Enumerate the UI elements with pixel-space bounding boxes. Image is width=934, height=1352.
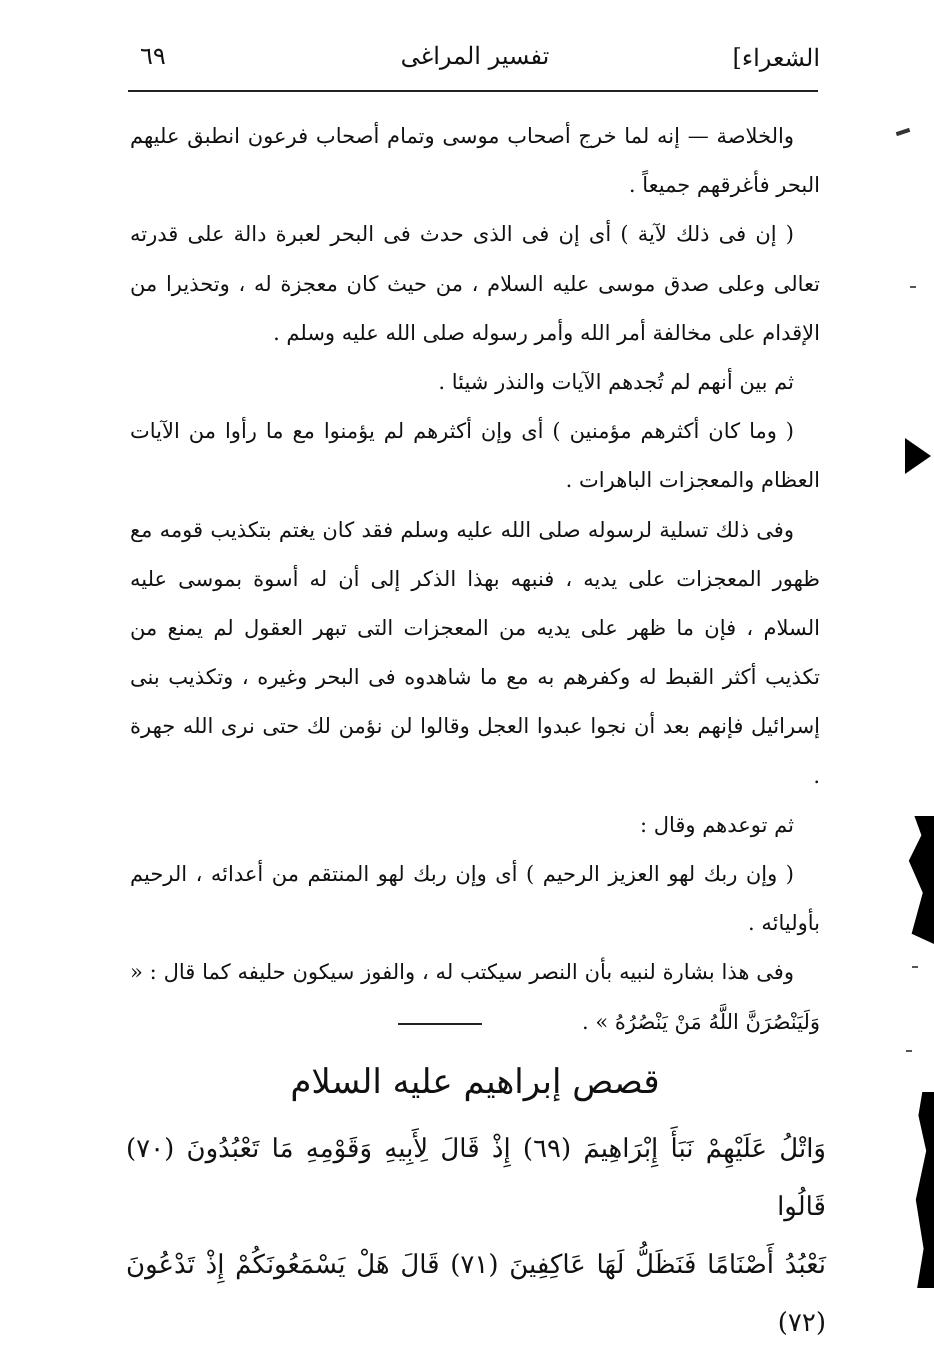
header-bracket: ] — [732, 44, 742, 72]
commentary-body — [130, 112, 820, 1047]
surah-name: الشعراء — [741, 44, 820, 72]
paragraph-signs-useless: ثم بين أنهم لم تُجدهم الآيات والنذر شيئا . — [438, 370, 794, 395]
header-rule — [128, 90, 818, 92]
page-edge-arrow-mark — [905, 438, 931, 474]
page-edge-blot — [908, 1092, 934, 1288]
paragraph-sign: ( إن فى ذلك لآية ) أى إن فى الذى حدث فى البحر لعبرة دالة على قدرته تعالى وعلى صدق موسى عليه السلام ، من حيث كان معجزة له ، وتحذيرا من الإقدام على مخالفة أمر الله وأمر رسوله صلى الله عليه وسلم . — [130, 222, 820, 345]
paragraph-threat: ثم توعدهم وقال : — [639, 812, 794, 837]
paragraph-glad-tidings: وفى هذا بشارة لنبيه بأن النصر سيكتب له ، والفوز سيكون حليفه كما قال : « وَلَيَنْصُرَنَّ اللَّهُ مَنْ يَنْصُرُهُ » . — [130, 960, 820, 1034]
page-edge-blot — [906, 816, 934, 944]
page-number: ٦٩ — [140, 42, 166, 70]
paragraph-most-not-believers: ( وما كان أكثرهم مؤمنين ) أى وإن أكثرهم لم يؤمنوا مع ما رأوا من الآيات العظام والمعجزات الباهرات . — [130, 419, 820, 493]
scan-speck — [906, 1050, 912, 1052]
scan-mark — [896, 128, 911, 136]
quran-verses — [126, 1120, 826, 1352]
verse-line-2: نَعْبُدُ أَصْنَامًا فَنَظَلُّ لَهَا عَاكِفِينَ (٧١) قَالَ هَلْ يَسْمَعُونَكُمْ إِذْ تَدْعُونَ (٧٢) — [126, 1250, 826, 1338]
paragraph-summary: والخلاصة — إنه لما خرج أصحاب موسى وتمام أصحاب فرعون انطبق عليهم البحر فأغرقهم جميعاً . — [130, 124, 820, 198]
page-header — [130, 36, 820, 88]
paragraph-mighty-merciful: ( وإن ربك لهو العزيز الرحيم ) أى وإن ربك لهو المنتقم من أعدائه ، الرحيم بأوليائه . — [130, 862, 820, 936]
section-separator — [398, 1023, 482, 1025]
scan-speck — [912, 966, 918, 968]
book-title: تفسير المراغى — [400, 42, 550, 70]
verse-line-1: وَاتْلُ عَلَيْهِمْ نَبَأَ إِبْرَاهِيمَ (٦٩) إِذْ قَالَ لِأَبِيهِ وَقَوْمِهِ مَا تَعْبُدُونَ (٧٠) قَالُوا — [126, 1134, 826, 1222]
section-title: قصص إبراهيم عليه السلام — [290, 1062, 660, 1102]
paragraph-consolation: وفى ذلك تسلية لرسوله صلى الله عليه وسلم فقد كان يغتم بتكذيب قومه مع ظهور المعجزات على يديه ، فنبهه بهذا الذكر إلى أن له أسوة بموسى عليه السلام ، فإن ما ظهر على يديه من المعجزات التى تبهر العقول لم يمنع من تكذيب أكثر القبط له وكفرهم به مع ما شاهدوه فى البحر وغيره ، وتكذيب بنى إسرائيل فإنهم بعد أن نجوا عبدوا العجل وقالوا لن نؤمن لك حتى نرى الله جهرة . — [130, 517, 820, 788]
scan-speck — [910, 286, 916, 288]
